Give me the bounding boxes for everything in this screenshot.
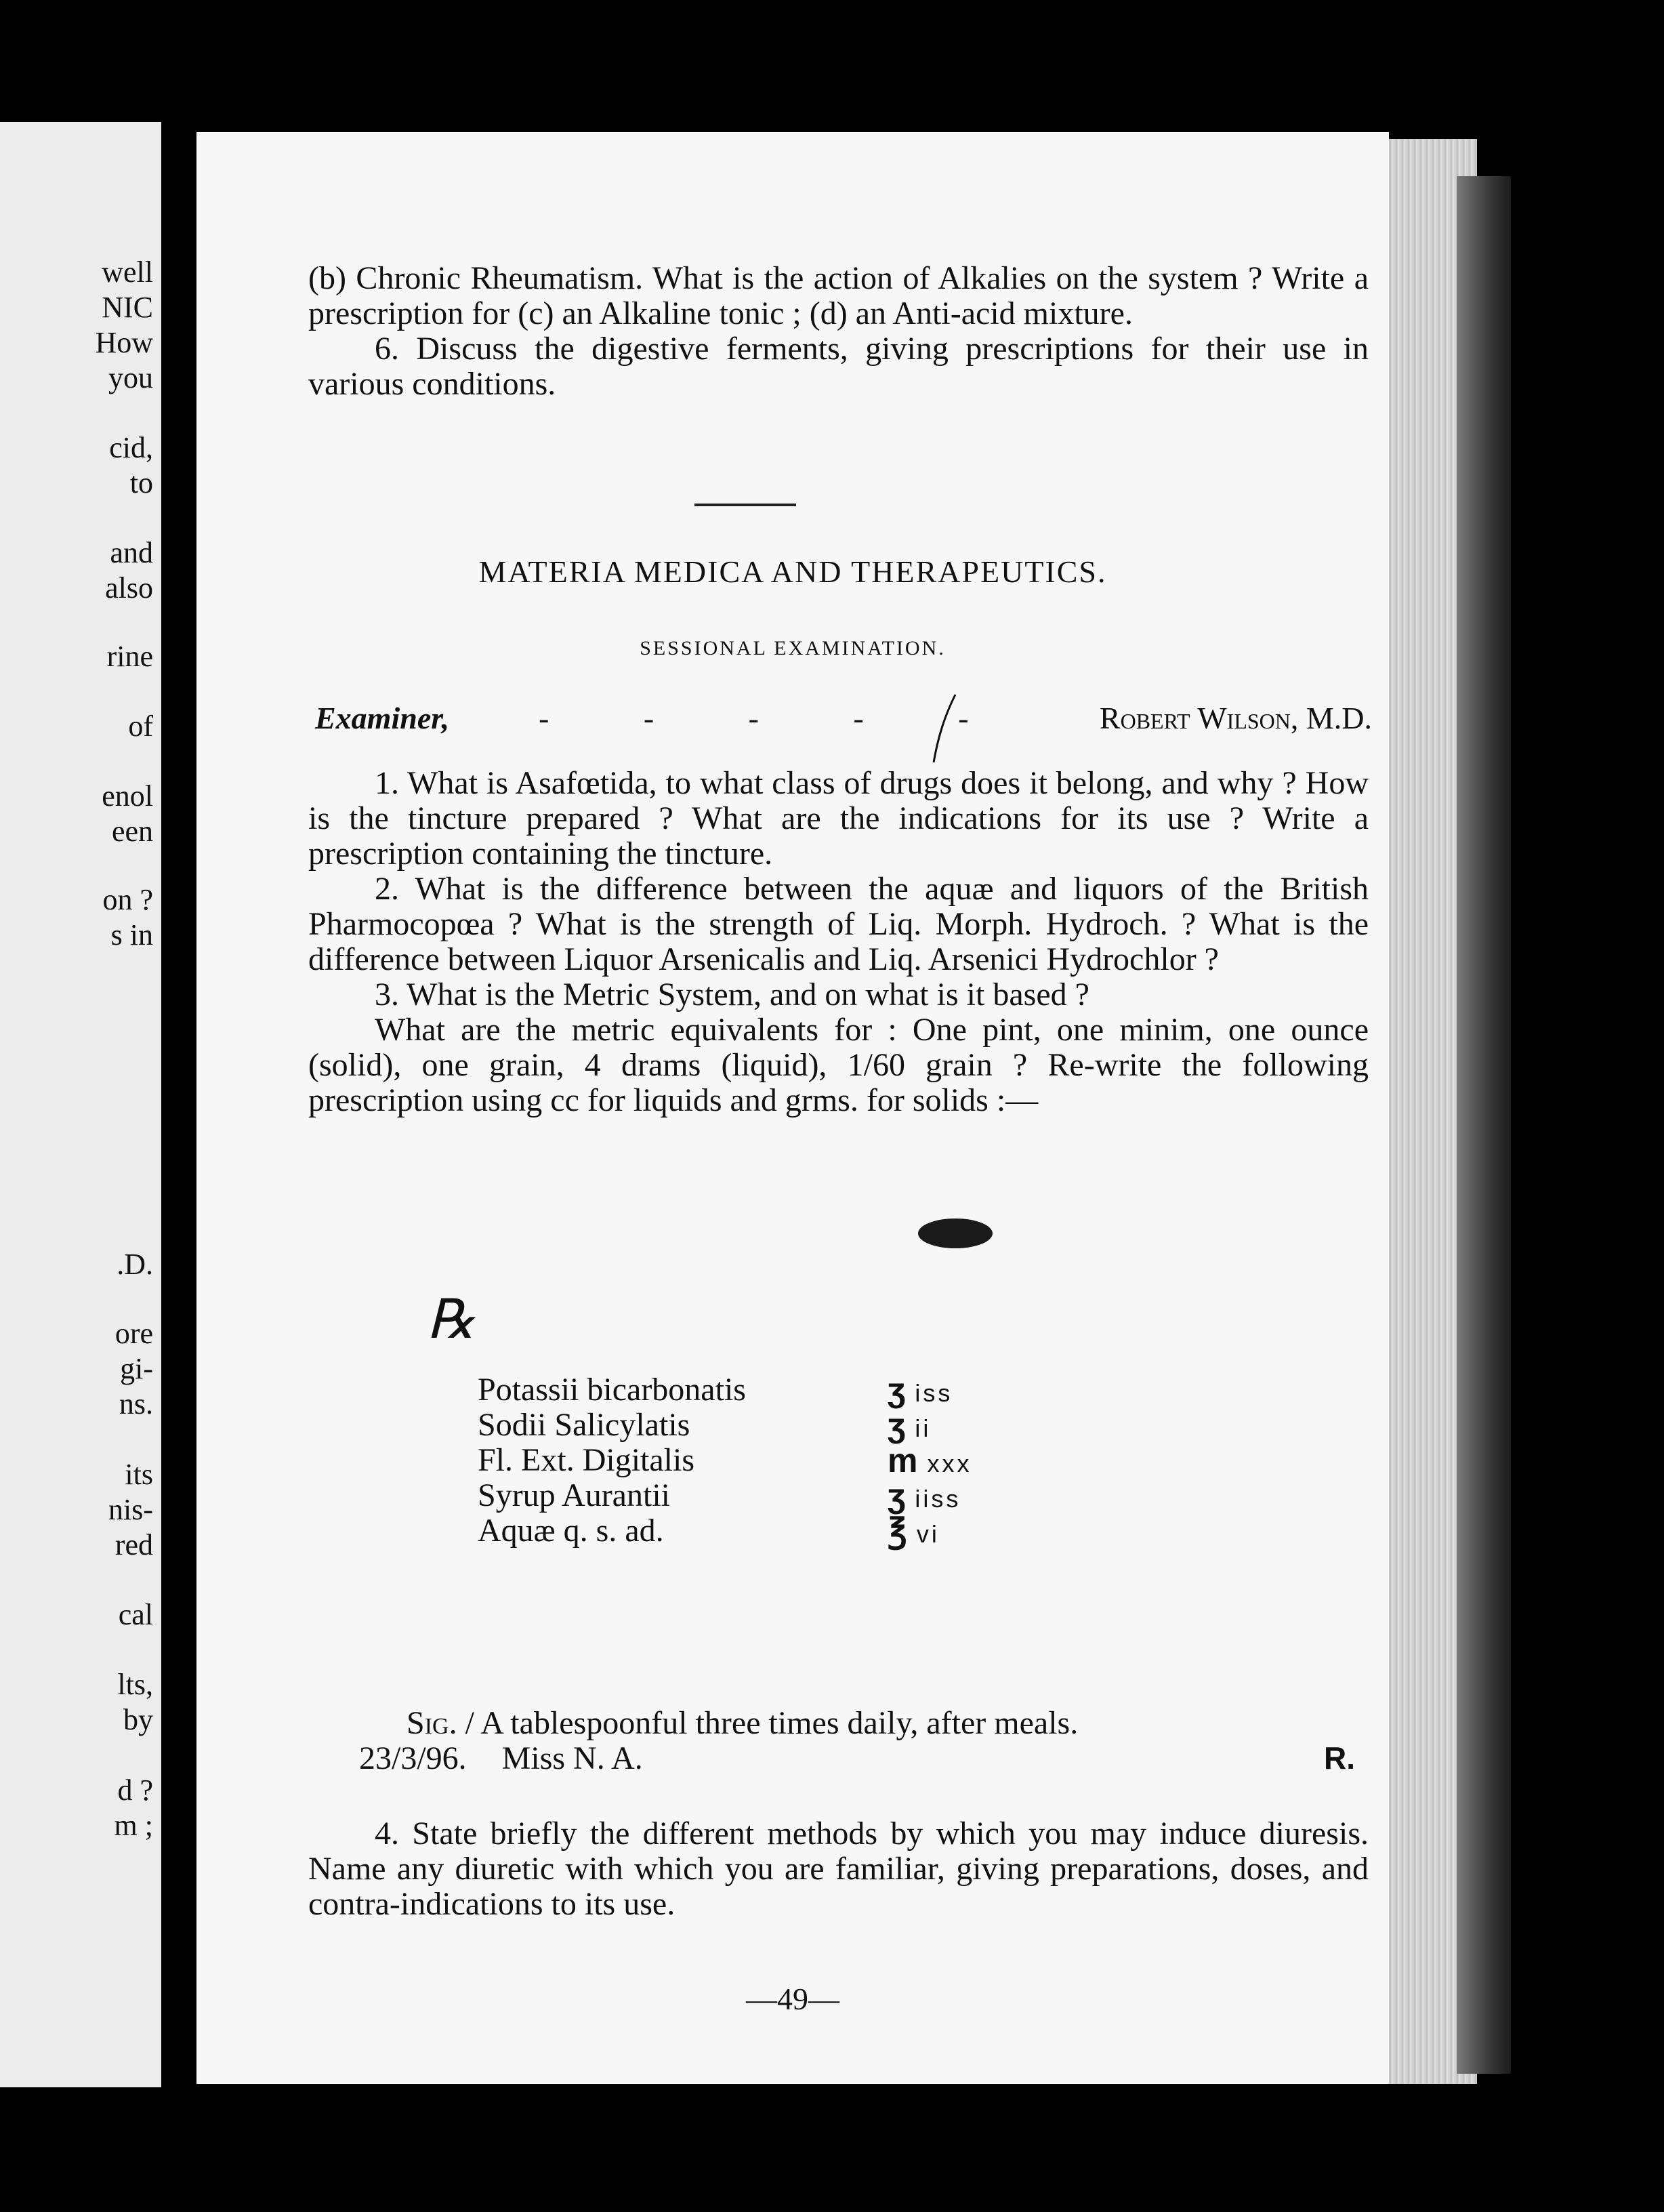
prescriber-initial: R. bbox=[1324, 1740, 1355, 1776]
left-fragment: een bbox=[111, 815, 153, 848]
examiner-line bbox=[315, 700, 1372, 736]
left-fragment: lts, bbox=[117, 1668, 153, 1701]
left-fragment: also bbox=[105, 571, 153, 605]
left-fragment: you bbox=[108, 361, 153, 394]
examiner-name: Robert Wilson, M.D. bbox=[1099, 701, 1372, 735]
book-spine bbox=[1457, 176, 1511, 2074]
left-fragment: to bbox=[129, 466, 153, 499]
prescription-item bbox=[478, 1478, 1223, 1513]
ingredient-name: Sodii Salicylatis bbox=[478, 1407, 690, 1443]
question-3-continued: What are the metric equivalents for : One pint, one minim, one ounce (solid), one grain, 4 drams (liquid), 1/60 grain ? Re-write the following prescription using cc for liquids and grms. for solids :— bbox=[308, 1012, 1369, 1118]
left-fragment: enol bbox=[102, 779, 153, 813]
prescription-item bbox=[478, 1408, 1223, 1443]
dose-quantity: vi bbox=[916, 1520, 940, 1548]
left-fragment: ore bbox=[115, 1317, 153, 1350]
left-fragment: m ; bbox=[114, 1809, 153, 1842]
examiner-dashes: - - - - - bbox=[539, 701, 1012, 735]
left-fragment: and bbox=[110, 536, 153, 569]
left-fragment: ns. bbox=[119, 1387, 153, 1420]
left-fragment: d ? bbox=[117, 1774, 153, 1807]
prescription-date: 23/3/96. bbox=[359, 1740, 467, 1776]
section-divider bbox=[694, 504, 796, 506]
section-subheading: SESSIONAL EXAMINATION. bbox=[640, 637, 946, 659]
ingredient-dose bbox=[888, 1478, 961, 1517]
question-6: 6. Discuss the digestive ferments, giving prescriptions for their use in various conditions. bbox=[308, 331, 1369, 402]
questions-block bbox=[308, 766, 1369, 1118]
signa-line bbox=[407, 1704, 1369, 1742]
question-4: 4. State briefly the different methods by which you may induce diuresis. Name any diuretic with which you are familiar, giving preparations, doses, and contra-indications to its use. bbox=[308, 1816, 1369, 1922]
ingredient-name: Aquæ q. s. ad. bbox=[478, 1513, 664, 1549]
prescription-list bbox=[478, 1372, 1223, 1549]
dram-symbol: ʒ bbox=[888, 1371, 909, 1409]
prescription-item bbox=[478, 1513, 1223, 1549]
question-4-block bbox=[308, 1816, 1369, 1922]
left-fragment: its bbox=[125, 1458, 153, 1491]
ingredient-dose bbox=[888, 1513, 940, 1552]
examiner-label: Examiner, bbox=[315, 701, 450, 735]
left-fragment: cal bbox=[118, 1598, 153, 1631]
question-3: 3. What is the Metric System, and on what is it based ? bbox=[375, 977, 1089, 1012]
dose-quantity: iss bbox=[915, 1379, 953, 1407]
left-fragment: cid, bbox=[109, 431, 153, 464]
continuation-block bbox=[308, 261, 1369, 402]
question-2: 2. What is the difference between the aquæ and liquors of the British Pharmocopœa ? What is the strength of Liq. Morph. Hydroch. ? What is the difference between Liquor Arsenicalis and Liq. Arsenici Hydrochlor ? bbox=[308, 871, 1369, 977]
left-fragment: red bbox=[115, 1528, 153, 1561]
ingredient-name: Fl. Ext. Digitalis bbox=[478, 1442, 695, 1478]
left-fragment: well bbox=[102, 255, 153, 289]
date-line bbox=[359, 1740, 1369, 1777]
question-1: 1. What is Asafœtida, to what class of drugs does it belong, and why ? How is the tincture prepared ? What are the indications for its use ? Write a prescription containing the tincture. bbox=[308, 765, 1369, 872]
section-heading: MATERIA MEDICA AND THERAPEUTICS. bbox=[478, 554, 1107, 589]
left-fragment: gi- bbox=[120, 1352, 153, 1385]
left-fragment: rine bbox=[106, 640, 153, 673]
prescription-item bbox=[478, 1372, 1223, 1408]
continuation-text: (b) Chronic Rheumatism. What is the action of Alkalies on the system ? Write a prescription for (c) an Alkaline tonic ; (d) an Anti-acid mixture. bbox=[308, 260, 1369, 331]
ink-blot bbox=[908, 1210, 1003, 1257]
left-fragment: of bbox=[128, 710, 153, 743]
dram-symbol: ʒ bbox=[888, 1477, 909, 1515]
minim-symbol: m bbox=[888, 1441, 921, 1479]
left-fragment: by bbox=[123, 1703, 153, 1736]
ingredient-dose bbox=[888, 1372, 953, 1411]
ounce-symbol: ℥ bbox=[888, 1512, 910, 1550]
dose-quantity: ii bbox=[915, 1414, 932, 1442]
ingredient-dose bbox=[888, 1408, 931, 1446]
left-facing-page bbox=[0, 122, 161, 2087]
page-number: —49— bbox=[746, 1982, 839, 2016]
dose-quantity: xxx bbox=[927, 1450, 972, 1477]
left-fragment: NIC bbox=[102, 291, 153, 324]
left-fragment: on ? bbox=[102, 883, 153, 916]
left-fragment: nis- bbox=[108, 1493, 153, 1526]
dram-symbol: ʒ bbox=[888, 1406, 909, 1444]
left-fragment: s in bbox=[110, 918, 153, 951]
sig-label: Sig. / bbox=[407, 1705, 474, 1741]
sig-text: A tablespoonful three times daily, after meals. bbox=[480, 1705, 1079, 1741]
prescription-item bbox=[478, 1443, 1223, 1478]
ingredient-name: Syrup Aurantii bbox=[478, 1477, 670, 1513]
left-fragment: .D. bbox=[117, 1248, 153, 1281]
left-fragment: How bbox=[95, 326, 153, 359]
book-page bbox=[196, 132, 1389, 2084]
ingredient-dose bbox=[888, 1443, 972, 1481]
ingredient-name: Potassii bicarbonatis bbox=[478, 1372, 746, 1408]
patient-name: Miss N. A. bbox=[501, 1740, 643, 1776]
recipe-symbol: ℞ bbox=[427, 1288, 476, 1351]
dose-quantity: iiss bbox=[915, 1485, 961, 1513]
pen-mark bbox=[908, 688, 969, 769]
